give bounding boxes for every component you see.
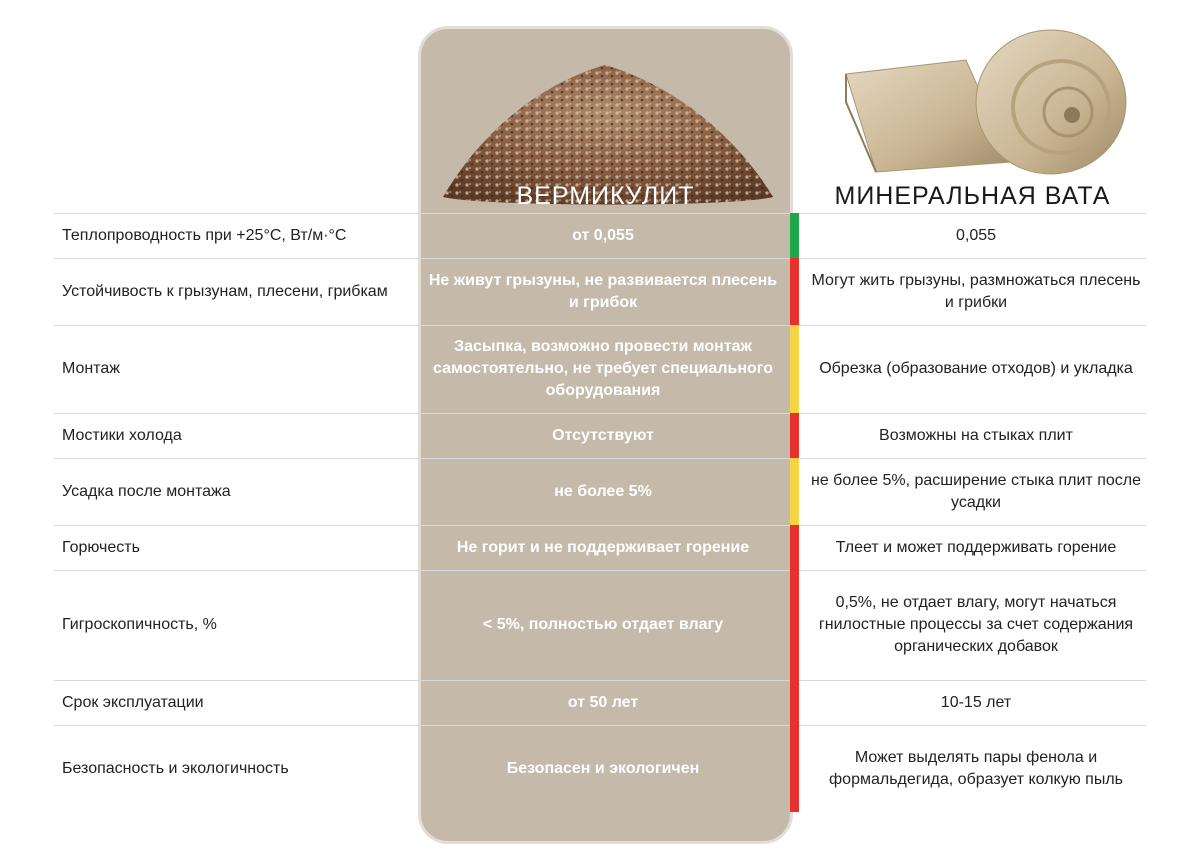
property-cell: Гигроскопичность, % [62,616,217,633]
mineral-wool-cell: не более 5%, расширение стыка плит после усадки [811,471,1141,511]
status-indicator [790,213,799,258]
vermiculite-cell: Безопасен и экологичен [506,759,700,777]
mineral-wool-cell: Обрезка (образование отходов) и укладка [819,360,1133,377]
status-indicator [790,258,799,325]
mineral-wool-cell: 0,055 [955,226,997,244]
table-row [54,725,1146,812]
mineral-wool-cell: Может выделять пары фенола и формальдегида, образует колкую пыль [829,748,1123,788]
mineral-wool-cell: 0,5%, не отдает влагу, могут начаться гнилостные процессы за счет содержания органических добавок [818,594,1134,655]
vermiculite-cell: Отсутствуют [552,426,654,444]
status-indicator [790,458,799,525]
vermiculite-cell: Засыпка, возможно провести монтаж самостоятельно, не требует специального оборудования [433,338,773,399]
table-row [54,213,1146,258]
property-cell: Горючесть [62,538,140,556]
property-cell: Мостики холода [62,426,182,444]
mineral-wool-cell: Тлеет и может поддерживать горение [835,538,1117,556]
table-row [54,413,1146,458]
property-cell: Безопасность и экологичность [62,759,289,777]
vermiculite-cell: Не горит и не поддерживает горение [456,538,750,556]
status-indicator [790,725,799,812]
property-cell: Теплопроводность при +25°С, Вт/м·°С [62,226,347,244]
vermiculite-cell: от 0,055 [572,226,634,244]
mineral-wool-cell: Могут жить грызуны, размножаться плесень и грибки [811,271,1141,311]
mineral-wool-title: МИНЕРАЛЬНАЯ ВАТА [834,182,1111,210]
vermiculite-cell: Не живут грызуны, не развивается плесень и грибок [428,271,778,311]
table-row [54,680,1146,725]
vermiculite-cell: < 5%, полностью отдает влагу [482,616,724,633]
table-row [54,258,1146,325]
vermiculite-cell: от 50 лет [567,693,639,711]
table-row [54,325,1146,413]
table-row [54,458,1146,525]
status-indicator [790,325,799,413]
property-cell: Монтаж [62,360,120,377]
status-indicator [790,570,799,680]
mineral-wool-cell: 10-15 лет [940,693,1012,711]
property-cell: Срок эксплуатации [62,693,204,711]
status-indicator [790,680,799,725]
table-row [54,525,1146,570]
mineral-wool-roll-image [836,12,1136,177]
vermiculite-title: ВЕРМИКУЛИТ [516,182,695,210]
status-indicator [790,413,799,458]
mineral-wool-cell: Возможны на стыках плит [879,426,1073,444]
property-cell: Усадка после монтажа [62,482,231,500]
vermiculite-cell: не более 5% [554,482,652,500]
table-row [54,570,1146,680]
property-cell: Устойчивость к грызунам, плесени, грибкам [62,282,388,300]
status-indicator [790,525,799,570]
